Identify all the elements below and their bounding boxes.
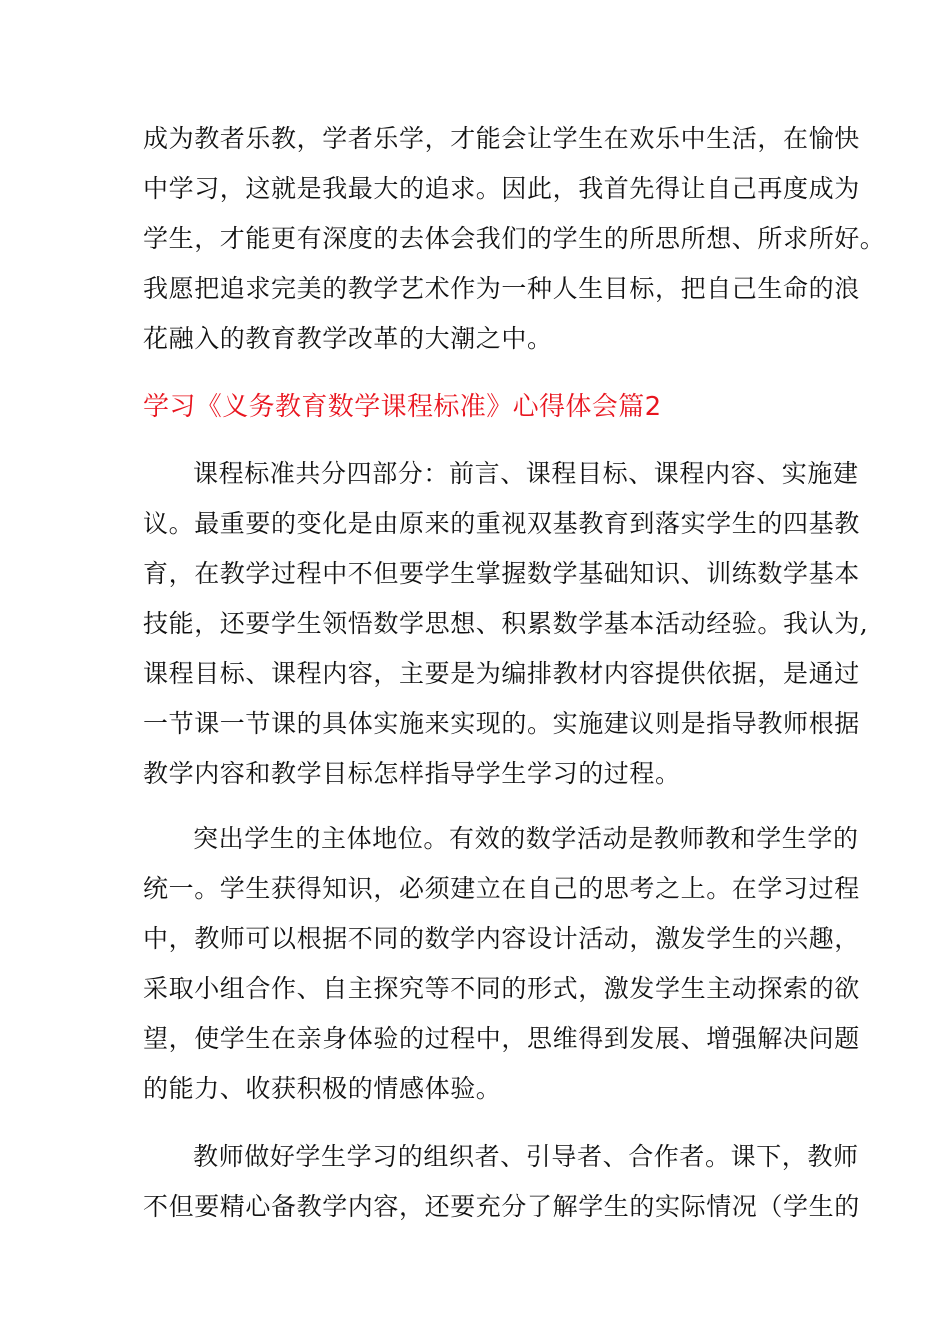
paragraph-3-line-1: 突出学生的主体地位。有效的数学活动是教师教和学生学的 <box>193 824 859 853</box>
paragraph-1-line-5: 花融入的教育教学改革的大潮之中。 <box>143 324 553 353</box>
paragraph-2-line-7: 教学内容和教学目标怎样指导学生学习的过程。 <box>143 759 681 788</box>
paragraph-1-line-3: 学生，才能更有深度的去体会我们的学生的所思所想、所求所好。 <box>143 224 886 253</box>
paragraph-2-line-5: 课程目标、课程内容，主要是为编排教材内容提供依据，是通过 <box>143 659 860 688</box>
paragraph-1-line-2: 中学习，这就是我最大的追求。因此，我首先得让自己再度成为 <box>143 174 860 203</box>
paragraph-2-line-1: 课程标准共分四部分：前言、课程目标、课程内容、实施建 <box>193 459 859 488</box>
paragraph-1-line-1: 成为教者乐教，学者乐学，才能会让学生在欢乐中生活，在愉快 <box>143 124 860 153</box>
paragraph-4-line-2: 不但要精心备教学内容，还要充分了解学生的实际情况（学生的 <box>143 1192 860 1221</box>
paragraph-3-line-2: 统一。学生获得知识，必须建立在自己的思考之上。在学习过程 <box>143 874 860 903</box>
paragraph-3-line-5: 望，使学生在亲身体验的过程中，思维得到发展、增强解决问题 <box>143 1024 860 1053</box>
paragraph-2-line-3: 育，在教学过程中不但要学生掌握数学基础知识、训练数学基本 <box>143 559 860 588</box>
paragraph-2-line-2: 议。最重要的变化是由原来的重视双基教育到落实学生的四基教 <box>143 509 860 538</box>
paragraph-3-line-4: 采取小组合作、自主探究等不同的形式，激发学生主动探索的欲 <box>143 974 860 1003</box>
paragraph-4-line-1: 教师做好学生学习的组织者、引导者、合作者。课下，教师 <box>193 1142 859 1171</box>
paragraph-2-line-4: 技能，还要学生领悟数学思想、积累数学基本活动经验。我认为, <box>143 609 869 638</box>
paragraph-1-line-4: 我愿把追求完美的教学艺术作为一种人生目标，把自己生命的浪 <box>143 274 860 303</box>
paragraph-2-line-6: 一节课一节课的具体实施来实现的。实施建议则是指导教师根据 <box>143 709 860 738</box>
paragraph-3-line-6: 的能力、收获积极的情感体验。 <box>143 1074 502 1103</box>
paragraph-3-line-3: 中，教师可以根据不同的数学内容设计活动，激发学生的兴趣， <box>143 924 860 953</box>
section-heading: 学习《义务教育数学课程标准》心得体会篇2 <box>143 392 662 422</box>
